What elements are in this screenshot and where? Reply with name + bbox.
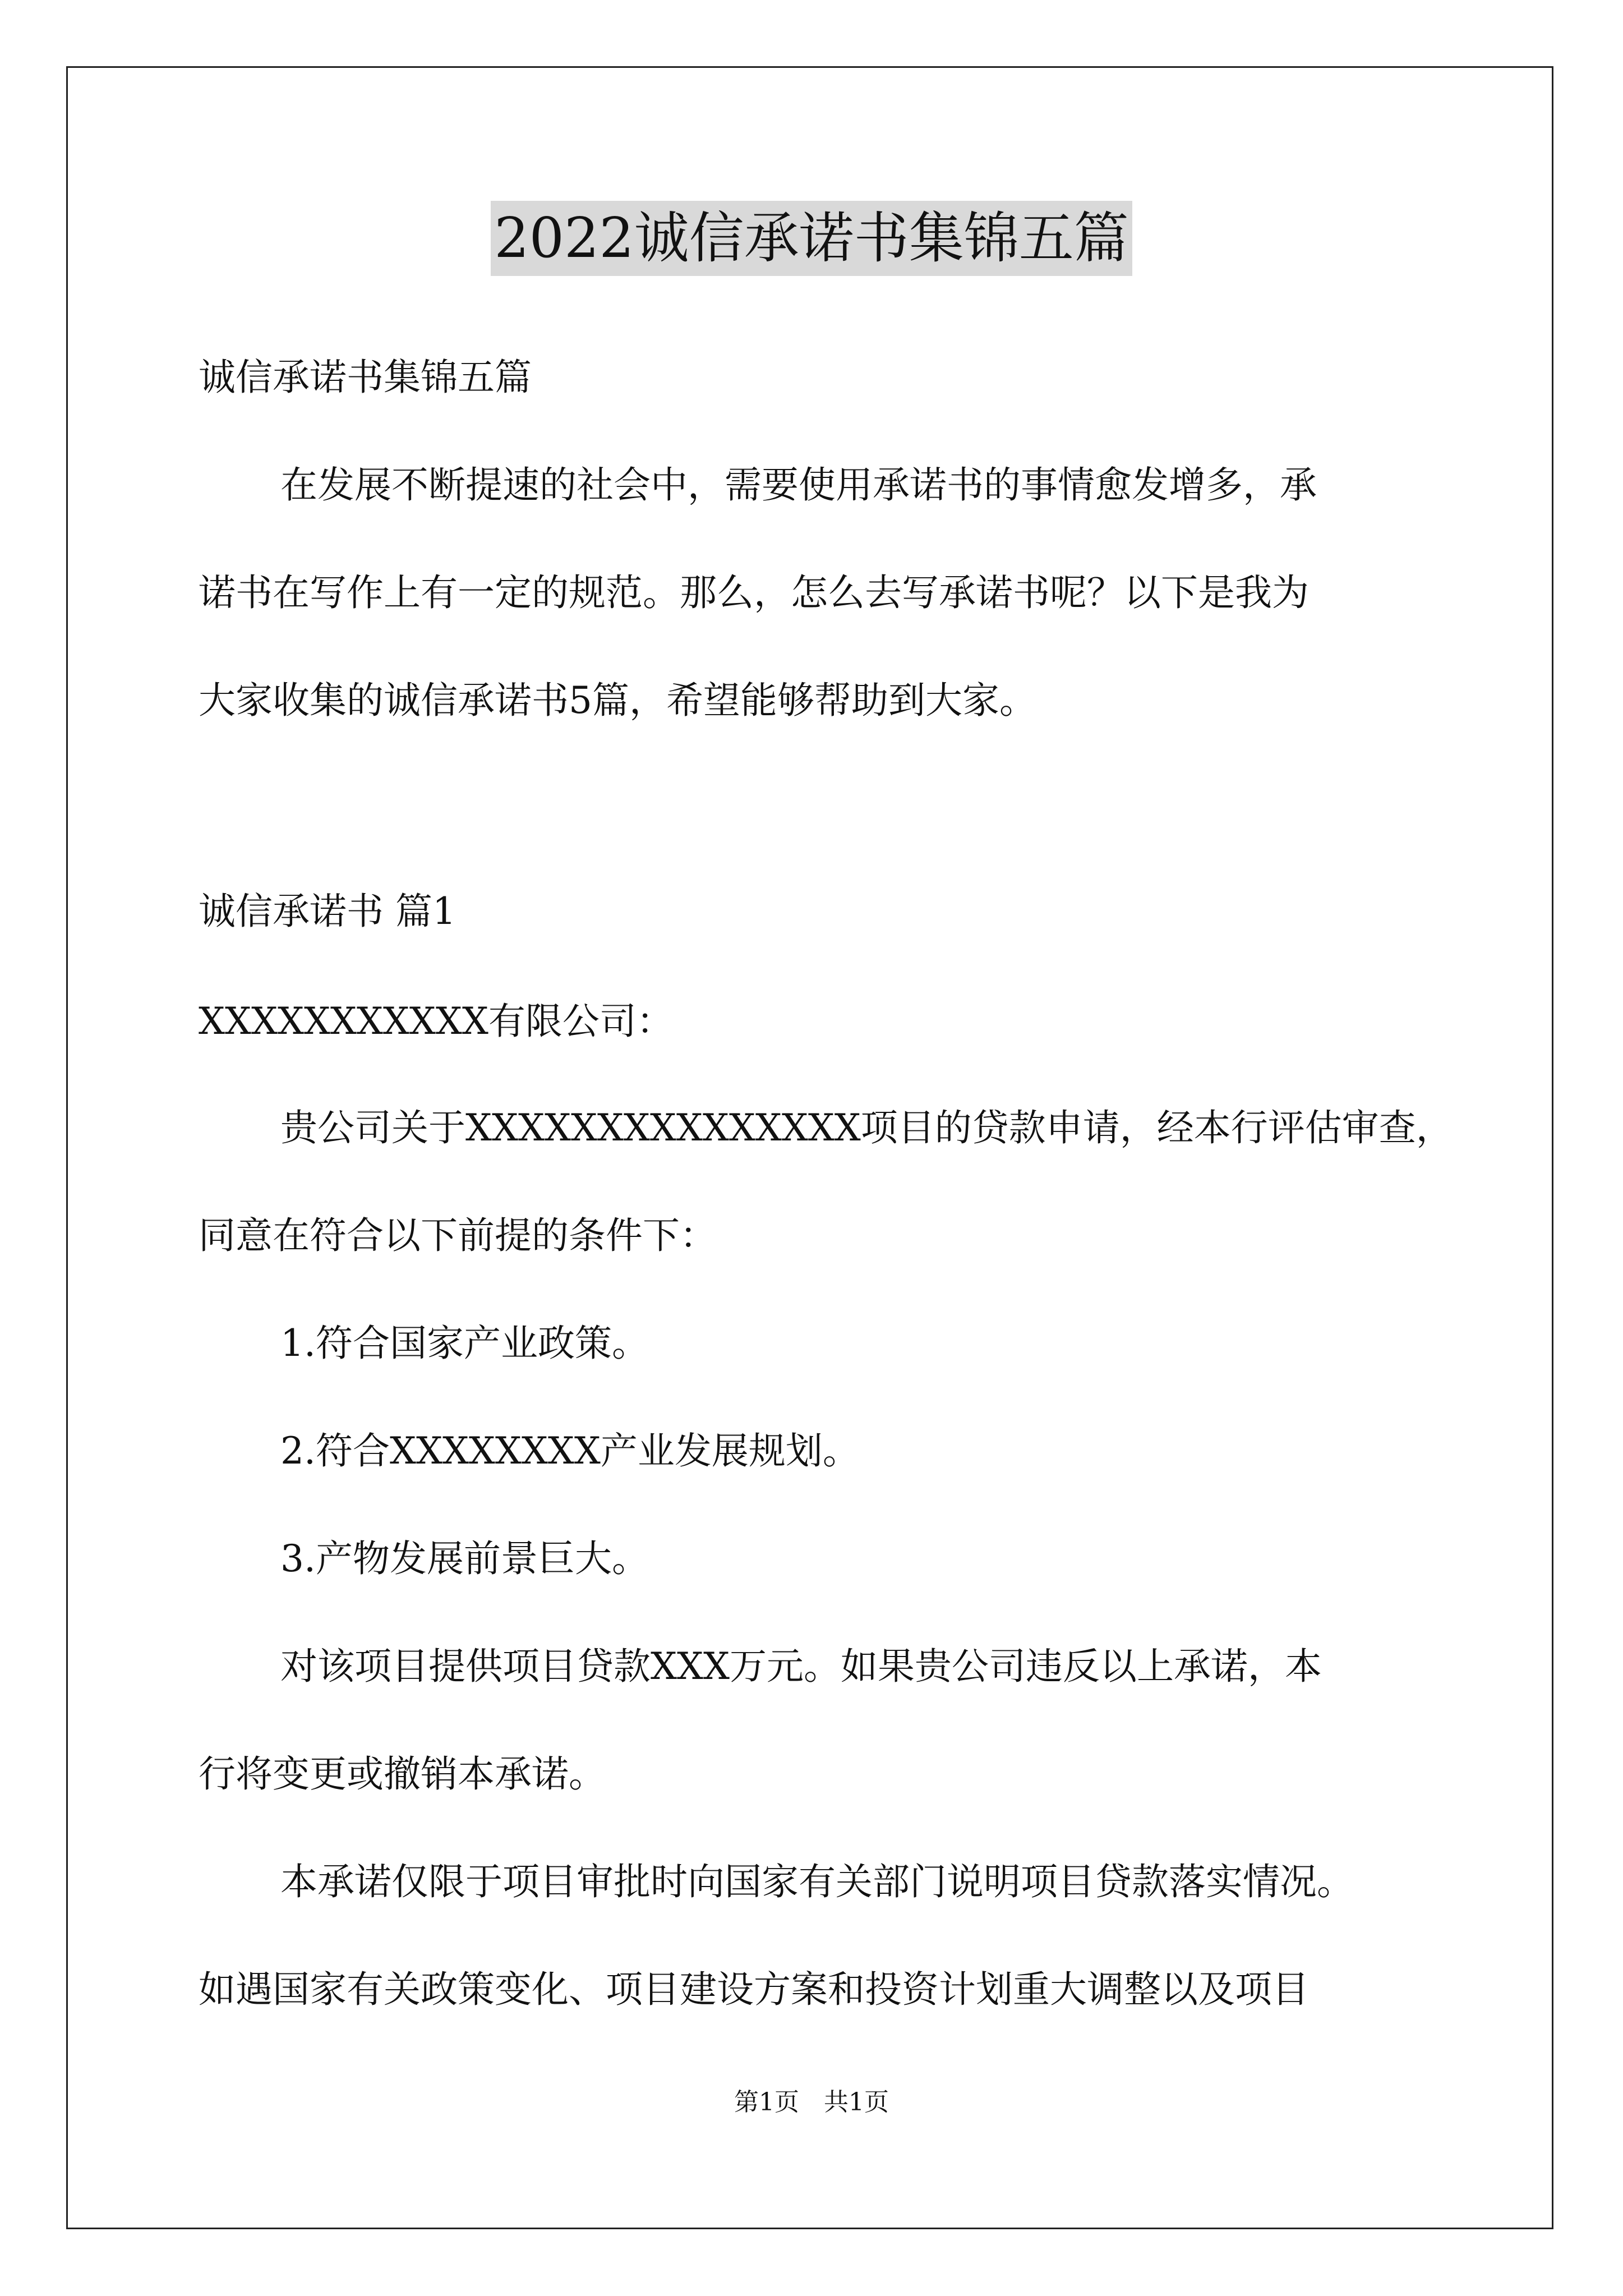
body-line-3: 对该项目提供项目贷款XXX万元。如果贵公司违反以上承诺，本 [280, 1645, 1322, 1688]
doc-subtitle: 诚信承诺书集锦五篇 [199, 356, 532, 399]
body-line-1: 贵公司关于XXXXXXXXXXXXXXX项目的贷款申请，经本行评估审查， [280, 1106, 1453, 1149]
section-heading-1: 诚信承诺书 篇1 [199, 890, 456, 933]
page-footer [0, 2086, 1623, 2119]
page-number-current: 第1页 [734, 2088, 799, 2116]
intro-line-1: 在发展不断提速的社会中，需要使用承诺书的事情愈发增多，承 [280, 463, 1317, 507]
body-line-2: 同意在符合以下前提的条件下： [199, 1214, 717, 1257]
page-number-total: 共1页 [824, 2088, 889, 2116]
condition-item-2: 2.符合XXXXXXXX产业发展规划。 [280, 1429, 860, 1473]
addressee: XXXXXXXXXXX有限公司： [199, 1000, 674, 1043]
document-title: 2022诚信承诺书集锦五篇 [491, 201, 1132, 276]
condition-item-3: 3.产物发展前景巨大。 [280, 1537, 649, 1580]
intro-line-3: 大家收集的诚信承诺书5篇，希望能够帮助到大家。 [199, 679, 1036, 722]
body-line-4: 行将变更或撤销本承诺。 [199, 1752, 606, 1796]
body-line-6: 如遇国家有关政策变化、项目建设方案和投资计划重大调整以及项目 [199, 1968, 1309, 2011]
condition-item-1: 1.符合国家产业政策。 [280, 1322, 649, 1365]
body-line-5: 本承诺仅限于项目审批时向国家有关部门说明项目贷款落实情况。 [280, 1860, 1354, 1903]
intro-line-2: 诺书在写作上有一定的规范。那么，怎么去写承诺书呢？以下是我为 [199, 571, 1309, 614]
title-container [0, 201, 1623, 276]
